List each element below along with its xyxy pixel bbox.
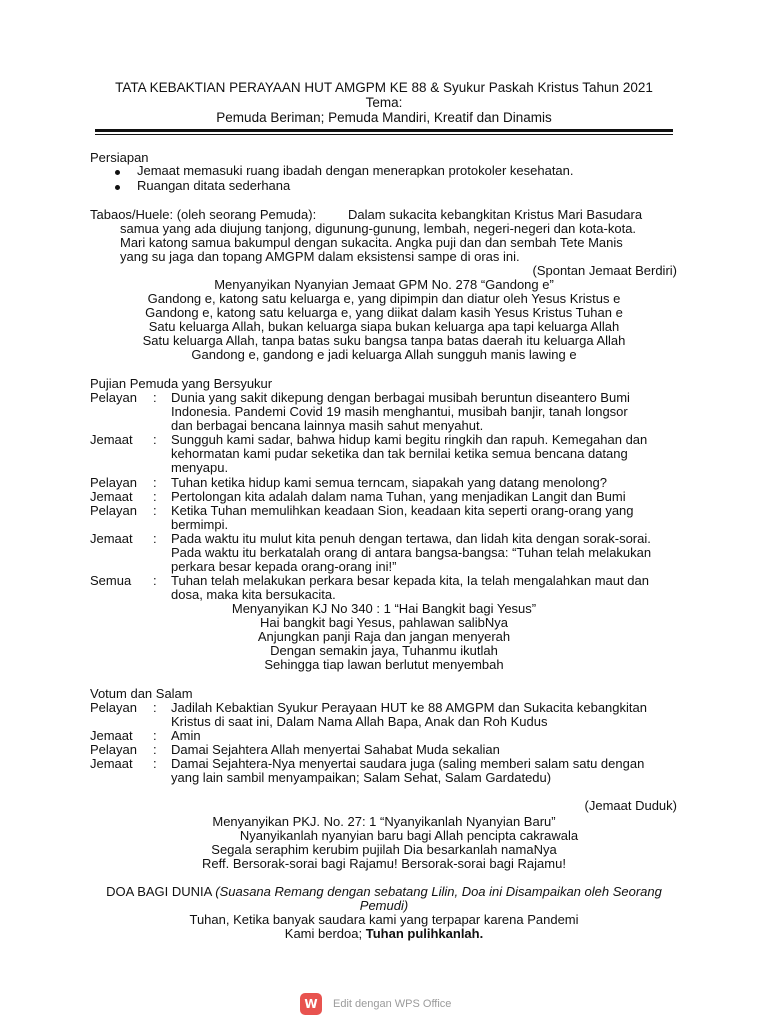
- prayer-rubric: (Suasana Remang dengan sebatang Lilin, Doa ini Disampaikan oleh Seorang: [215, 884, 662, 899]
- speaker-label: Jemaat: [90, 531, 133, 546]
- speaker-label: Pelayan: [90, 742, 137, 757]
- rubric-note: (Jemaat Duduk): [584, 798, 677, 813]
- speaker-label: Semua: [90, 573, 132, 588]
- document-title: TATA KEBAKTIAN PERAYAAN HUT AMGPM KE 88 & Syukur Paskah Kristus Tahun 2021: [115, 80, 653, 95]
- speaker-label: Pelayan: [90, 475, 137, 490]
- liturgy-text: [171, 504, 677, 532]
- header-divider-thick: [95, 129, 673, 132]
- wps-watermark: [300, 992, 451, 1016]
- speaker-colon: :: [153, 503, 157, 518]
- text-line: dan berbagai bencana lainnya masih sahut menyahut.: [171, 418, 484, 433]
- speaker-colon: :: [153, 475, 157, 490]
- text-line: Jadilah Kebaktian Syukur Perayaan HUT ke 88 AMGPM dan Sukacita kebangkitan: [171, 700, 647, 715]
- text-line: yang lain sambil menyampaikan; Salam Sehat, Salam Gardatedu): [171, 770, 552, 785]
- tabaos-line: samua yang ada diujung tanjong, digunung-gunung, lembah, negeri-negeri dan kota-kota.: [120, 221, 637, 236]
- section-heading-votum: Votum dan Salam: [90, 686, 193, 701]
- tabaos-label: Tabaos/Huele: (oleh seorang Pemuda):: [90, 207, 317, 222]
- section-heading-pujian: Pujian Pemuda yang Bersyukur: [90, 376, 273, 391]
- prayer-rubric: Pemudi): [359, 898, 409, 913]
- text-line: Kristus di saat ini, Dalam Nama Allah Bapa, Anak dan Roh Kudus: [171, 714, 548, 729]
- text-line: Pada waktu itu berkatalah orang di antara bangsa-bangsa: “Tuhan telah melakukan: [171, 545, 652, 560]
- text-line: Tuhan telah melakukan perkara besar kepada kita, Ia telah mengalahkan maut dan: [171, 573, 649, 588]
- song-line: Satu keluarga Allah, bukan keluarga siapa bukan keluarga apa tapi keluarga Allah: [148, 319, 620, 334]
- text-line: Pada waktu itu mulut kita penuh dengan tertawa, dan lidah kita dengan sorak-sorai.: [171, 531, 651, 546]
- text-line: Pertolongan kita adalah dalam nama Tuhan, yang menjadikan Langit dan Bumi: [171, 489, 626, 504]
- text-line: Sungguh kami sadar, bahwa hidup kami begitu ringkih dan rapuh. Kemegahan dan: [171, 432, 648, 447]
- text-line: kehormatan kami pudar seketika dan tak bernilai ketika semua bencana datang: [171, 446, 628, 461]
- tabaos-line: yang su jaga dan topang AMGPM dalam eksistensi sampe di oras ini.: [120, 249, 520, 264]
- song-line: Segala seraphim kerubim pujilah Dia besarkanlah namaNya: [211, 842, 557, 857]
- text-line: Indonesia. Pandemi Covid 19 masih menghantui, musibah banjir, tanah longsor: [171, 404, 628, 419]
- tabaos-line: Dalam sukacita kebangkitan Kristus Mari Basudara: [348, 207, 643, 222]
- speaker-label: Jemaat: [90, 432, 133, 447]
- header-divider-thin: [95, 134, 673, 135]
- prayer-heading-label: DOA BAGI DUNIA: [106, 884, 212, 899]
- wps-logo-icon: W: [300, 993, 322, 1015]
- liturgy-text: [171, 391, 677, 433]
- speaker-label: Jemaat: [90, 728, 133, 743]
- liturgy-text: [171, 729, 677, 743]
- text-line: bermimpi.: [171, 517, 229, 532]
- text-line: Amin: [171, 728, 201, 743]
- speaker-colon: :: [153, 489, 157, 504]
- song-line: Anjungkan panji Raja dan jangan menyerah: [257, 629, 511, 644]
- song-line: Satu keluarga Allah, tanpa batas suku bangsa tanpa batas daerah itu keluarga Allah: [142, 333, 626, 348]
- liturgy-text: [171, 476, 677, 490]
- liturgy-text: [171, 743, 677, 757]
- text-line: Damai Sejahtera-Nya menyertai saudara juga (saling memberi salam satu dengan: [171, 756, 645, 771]
- list-item: Ruangan ditata sederhana: [137, 178, 291, 193]
- speaker-colon: :: [153, 700, 157, 715]
- song-line: Gandong e, katong satu keluarga e, yang diikat dalam kasih Yesus Kristus Tuhan e: [145, 305, 623, 320]
- liturgy-text: [171, 433, 677, 475]
- song-title: Menyanyikan Nyanyian Jemaat GPM No. 278 “Gandong e”: [214, 277, 554, 292]
- song-line: Gandong e, gandong e jadi keluarga Allah sungguh manis lawing e: [191, 347, 577, 362]
- tema-text: Pemuda Beriman; Pemuda Mandiri, Kreatif dan Dinamis: [216, 110, 552, 125]
- text-line: Dunia yang sakit dikepung dengan berbagai musibah beruntun diseantero Bumi: [171, 390, 630, 405]
- prayer-line: Tuhan, Ketika banyak saudara kami yang terpapar karena Pandemi: [189, 912, 579, 927]
- prayer-text: Kami berdoa;: [284, 926, 363, 941]
- liturgy-text: [171, 532, 677, 574]
- speaker-colon: :: [153, 432, 157, 447]
- speaker-label: Jemaat: [90, 489, 133, 504]
- list-item: Jemaat memasuki ruang ibadah dengan menerapkan protokoler kesehatan.: [137, 163, 574, 178]
- song-line: Hai bangkit bagi Yesus, pahlawan salibNya: [260, 615, 508, 630]
- liturgy-text: [171, 490, 677, 504]
- song-line: Gandong e, katong satu keluarga e, yang dipimpin dan diatur oleh Yesus Kristus e: [147, 291, 621, 306]
- text-line: menyapu.: [171, 460, 229, 475]
- speaker-colon: :: [153, 756, 157, 771]
- speaker-label: Pelayan: [90, 700, 137, 715]
- text-line: Tuhan ketika hidup kami semua terncam, siapakah yang datang menolong?: [171, 475, 608, 490]
- text-line: Damai Sejahtera Allah menyertai Sahabat Muda sekalian: [171, 742, 500, 757]
- section-heading-persiapan: Persiapan: [90, 150, 149, 165]
- speaker-colon: :: [153, 742, 157, 757]
- song-line: Sehingga tiap lawan berlutut menyembah: [264, 657, 504, 672]
- tema-label: Tema:: [365, 95, 403, 110]
- speaker-colon: :: [153, 573, 157, 588]
- song-title: Menyanyikan PKJ. No. 27: 1 “Nyanyikanlah Nyanyian Baru”: [212, 814, 556, 829]
- speaker-label: Jemaat: [90, 756, 133, 771]
- prayer-heading: [0, 885, 768, 899]
- speaker-label: Pelayan: [90, 503, 137, 518]
- prayer-line: [0, 927, 768, 941]
- bullet-icon: [115, 170, 120, 175]
- rubric-note: (Spontan Jemaat Berdiri): [532, 263, 677, 278]
- liturgy-text: [171, 574, 677, 602]
- song-line: Nyanyikanlah nyanyian baru bagi Allah pencipta cakrawala: [239, 828, 579, 843]
- wps-watermark-text: Edit dengan WPS Office: [333, 998, 452, 1010]
- speaker-colon: :: [153, 728, 157, 743]
- text-line: dosa, maka kita bersukacita.: [171, 587, 336, 602]
- song-line: Dengan semakin jaya, Tuhanmu ikutlah: [270, 643, 498, 658]
- song-line: Reff. Bersorak-sorai bagi Rajamu! Bersorak-sorai bagi Rajamu!: [202, 856, 566, 871]
- speaker-label: Pelayan: [90, 390, 137, 405]
- liturgy-text: [171, 757, 677, 785]
- speaker-colon: :: [153, 390, 157, 405]
- bullet-icon: [115, 185, 120, 190]
- liturgy-text: [171, 701, 677, 729]
- text-line: perkara besar kepada orang-orang ini!”: [171, 559, 397, 574]
- text-line: Ketika Tuhan memulihkan keadaan Sion, keadaan kita seperti orang-orang yang: [171, 503, 634, 518]
- speaker-colon: :: [153, 531, 157, 546]
- song-title: Menyanyikan KJ No 340 : 1 “Hai Bangkit bagi Yesus”: [231, 601, 537, 616]
- prayer-response: Tuhan pulihkanlah.: [365, 926, 484, 941]
- tabaos-line: Mari katong samua bakumpul dengan sukacita. Angka puji dan dan sembah Tete Manis: [120, 235, 623, 250]
